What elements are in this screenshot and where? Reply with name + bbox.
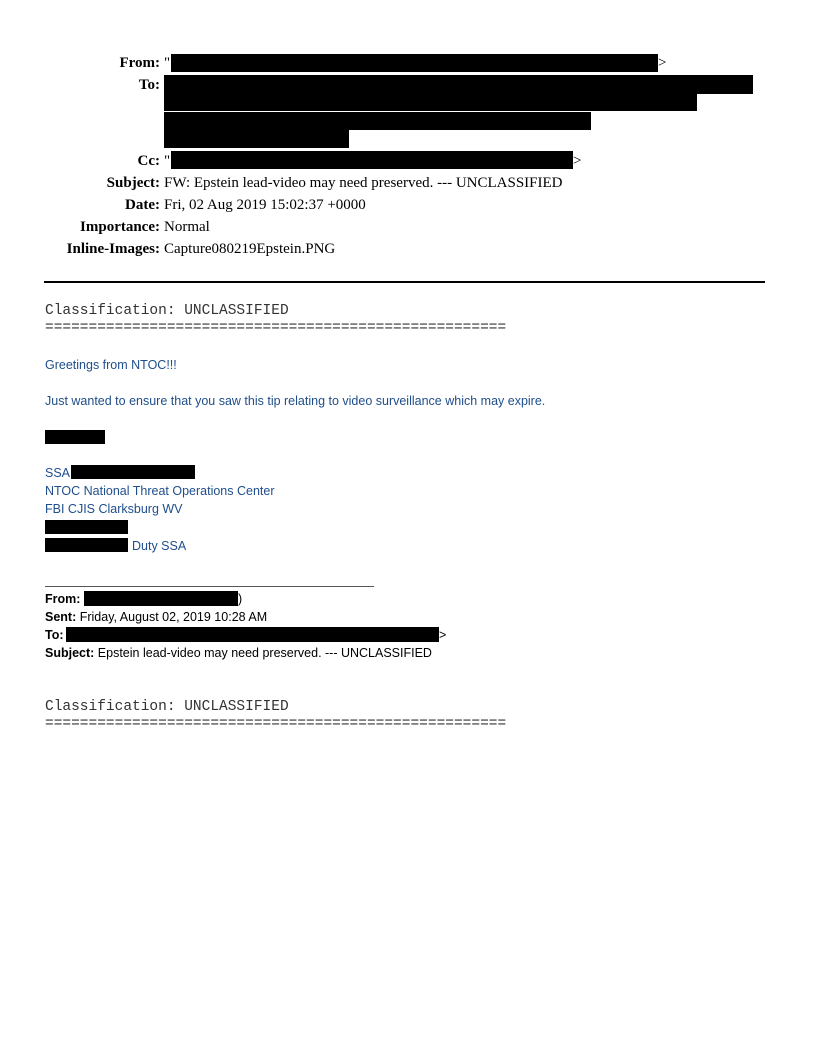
- forwarded-from-suffix: ): [238, 592, 243, 606]
- classification-separator-top: =====================================================: [45, 320, 507, 336]
- cc-label: Cc:: [137, 153, 160, 169]
- from-close-bracket: >: [658, 55, 667, 71]
- inline-images-value: Capture080219Epstein.PNG: [164, 241, 336, 257]
- redaction-signature-name: [45, 430, 105, 444]
- forwarded-sent-row: [45, 609, 267, 625]
- cc-close-bracket: >: [573, 153, 582, 169]
- date-label: Date:: [125, 197, 160, 213]
- header-divider: [44, 281, 765, 283]
- redaction-signature-ssa-name: [71, 465, 195, 479]
- message-text: Just wanted to ensure that you saw this tip relating to video surveillance which may expire.: [45, 394, 546, 408]
- redaction-to-line-3: [164, 112, 591, 130]
- forwarded-separator: [45, 586, 374, 587]
- forwarded-sent-value: Friday, August 02, 2019 10:28 AM: [79, 610, 268, 624]
- cc-open-quote: ": [164, 153, 171, 169]
- date-value: Fri, 02 Aug 2019 15:02:37 +0000: [164, 197, 366, 213]
- redaction-forwarded-from: [84, 591, 238, 606]
- redaction-to-line-2: [164, 94, 697, 111]
- signature-title-prefix: SSA: [45, 466, 71, 480]
- importance-label: Importance:: [80, 219, 160, 235]
- from-open-quote: ": [164, 55, 171, 71]
- forwarded-to-row: [45, 627, 64, 643]
- forwarded-to-label: To:: [45, 628, 64, 642]
- redaction-to-line-1: [164, 75, 753, 94]
- forwarded-from-label: From:: [45, 592, 81, 606]
- forwarded-from-row: [45, 591, 80, 607]
- classification-banner-top: Classification: UNCLASSIFIED: [45, 303, 289, 319]
- forwarded-subject-label: Subject:: [45, 646, 95, 660]
- redaction-from: [171, 54, 658, 72]
- greeting-text: Greetings from NTOC!!!: [45, 358, 177, 372]
- inline-images-label: Inline-Images:: [66, 241, 160, 257]
- redaction-cc: [171, 151, 573, 169]
- forwarded-to-suffix: >: [439, 628, 447, 642]
- redaction-signature-phone: [45, 520, 128, 534]
- signature-duty-label: Duty SSA: [132, 539, 187, 553]
- forwarded-subject-value: Epstein lead-video may need preserved. --- UNCLASSIFIED: [97, 646, 432, 660]
- forwarded-sent-label: Sent:: [45, 610, 77, 624]
- signature-location: FBI CJIS Clarksburg WV: [45, 502, 183, 516]
- from-label: From:: [119, 55, 160, 71]
- importance-value: Normal: [164, 219, 210, 235]
- classification-banner-bottom: Classification: UNCLASSIFIED: [45, 699, 289, 715]
- to-label: To:: [138, 77, 160, 93]
- forwarded-subject-row: [45, 645, 432, 661]
- signature-org: NTOC National Threat Operations Center: [45, 484, 275, 498]
- redaction-signature-duty: [45, 538, 128, 552]
- subject-value: FW: Epstein lead-video may need preserved. --- UNCLASSIFIED: [164, 175, 563, 191]
- classification-separator-bottom: =====================================================: [45, 716, 507, 732]
- redaction-to-line-4: [164, 130, 349, 148]
- redaction-forwarded-to: [66, 627, 439, 642]
- subject-label: Subject:: [106, 175, 160, 191]
- signature-title: [45, 465, 70, 481]
